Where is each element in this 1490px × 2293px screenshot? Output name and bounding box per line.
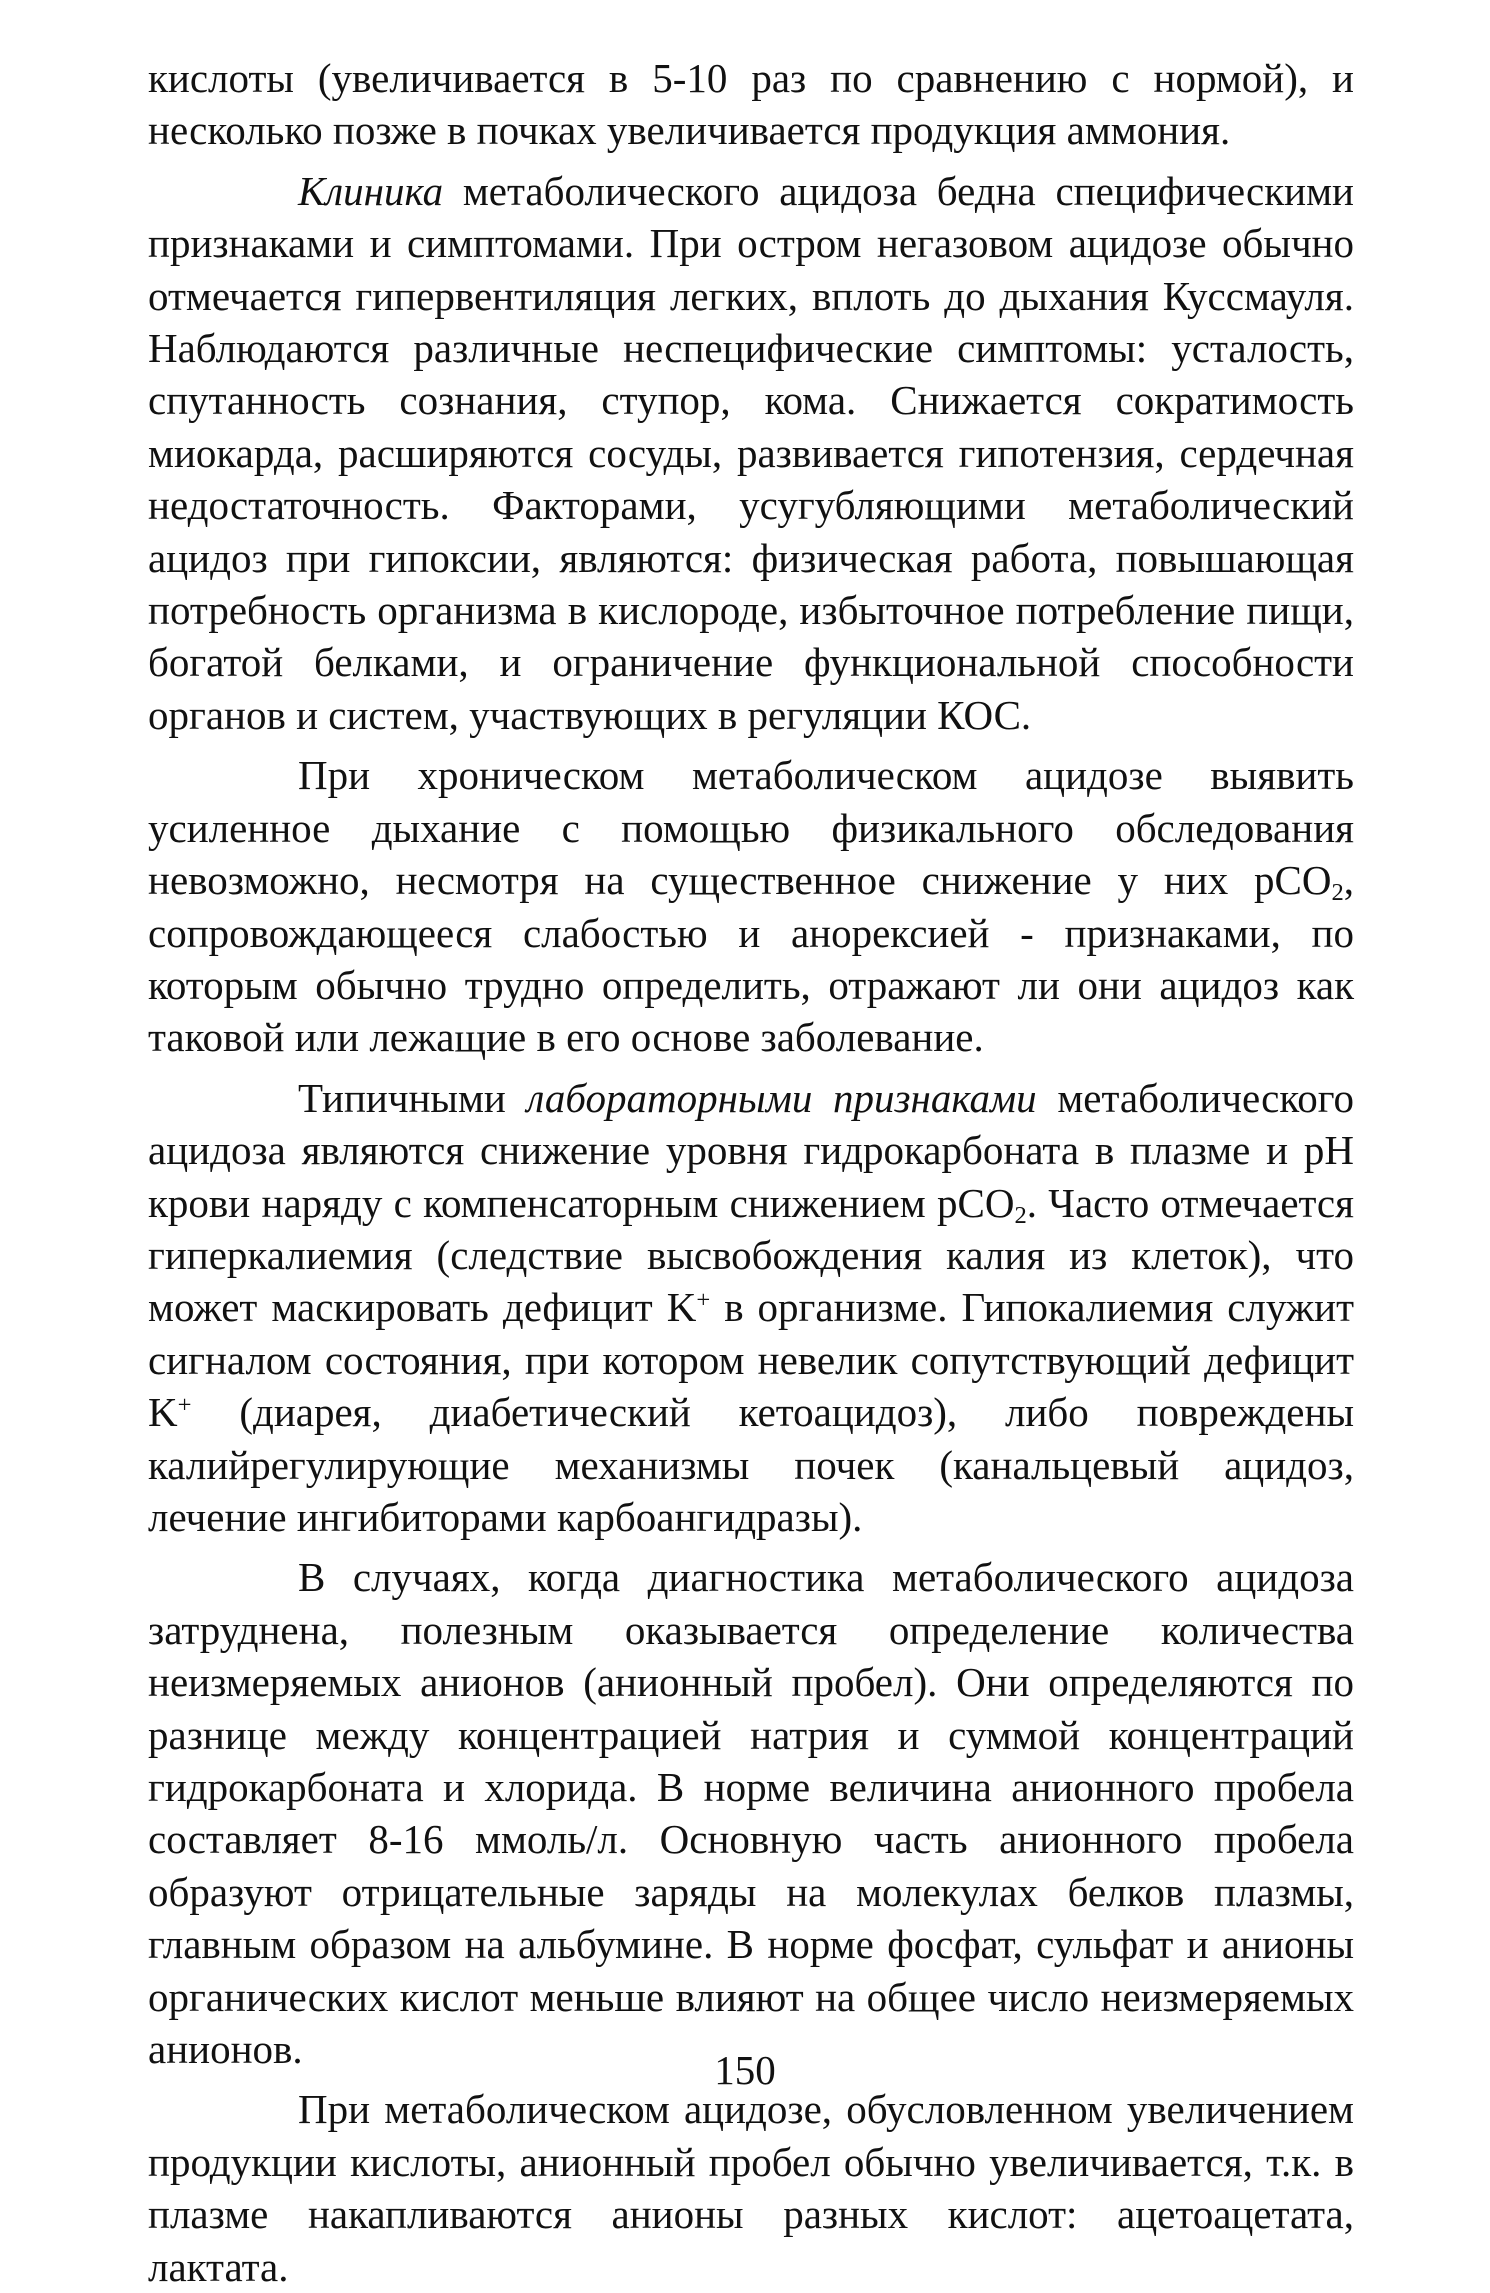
emphasis-text: Клиника bbox=[298, 167, 444, 214]
text-run: метаболического ацидоза бедна специфическими признаками и симптомами. При остром негазовом ацидозе обычно отмечается гипервентиляция легких, вплоть до дыхания Куссмауля. Наблюдаются различные неспецифические симптомы: усталость, спутанность сознания, ступор, кома. Снижается сократимость миокарда, расширяются сосуды, развивается гипотензия, сердечная недостаточность. Факторами, усугубляющими метаболический ацидоз при гипоксии, являются: физическая работа, повышающая потребность организма в кислороде, избыточное потребление пищи, богатой белками, и ограничение функциональной способности органов и систем, участвующих в регуляции КОС. bbox=[148, 167, 1354, 738]
text-run: При метаболическом ацидозе, обусловленном увеличением продукции кислоты, анионный пробел обычно увеличивается, т.к. в плазме накапливаются анионы разных кислот: ацетоацетата, лактата. bbox=[148, 2086, 1354, 2290]
paragraph-1 bbox=[148, 52, 1354, 157]
text-run: , сопровождающееся слабостью и анорексией - признаками, по которым обычно трудно определить, отражают ли они ацидоз как таковой или лежащие в его основе заболевание. bbox=[148, 857, 1354, 1061]
emphasis-text: лабораторными признаками bbox=[526, 1074, 1037, 1121]
subscript-text: 2 bbox=[1014, 1201, 1027, 1229]
paragraph-4 bbox=[148, 1072, 1354, 1544]
text-run: При хроническом метаболическом ацидозе выявить усиленное дыхание с помощью физикального обследования невозможно, несмотря на существенное снижение у них pCO bbox=[148, 752, 1354, 904]
text-run: кислоты (увеличивается в 5-10 раз по сравнению с нормой), и несколько позже в почках увеличивается продукция аммония. bbox=[148, 55, 1354, 154]
page-number: 150 bbox=[714, 2047, 776, 2093]
text-run: (диарея, диабетический кетоацидоз), либо повреждены калийрегулирующие механизмы почек (канальцевый ацидоз, лечение ингибиторами карбоангидразы). bbox=[148, 1389, 1354, 1540]
text-run: в организме. Гипокалиемия служит сигналом состояния, при котором невелик сопутствующий дефицит K bbox=[148, 1284, 1354, 1436]
superscript-text: + bbox=[696, 1286, 711, 1314]
paragraph-5 bbox=[148, 1551, 1354, 2075]
text-run: В случаях, когда диагностика метаболического ацидоза затруднена, полезным оказывается определение количества неизмеряемых анионов (анионный пробел). Они определяются по разнице между концентрацией натрия и суммой концентраций гидрокарбоната и хлорида. В норме величина анионного пробела составляет 8-16 ммоль/л. Основную часть анионного пробела образуют отрицательные заряды на молекулах белков плазмы, главным образом на альбумине. В норме фосфат, сульфат и анионы органических кислот меньше влияют на общее число неизмеряемых анионов. bbox=[148, 1554, 1354, 2073]
superscript-text: + bbox=[177, 1391, 192, 1419]
subscript-text: 2 bbox=[1331, 879, 1344, 907]
paragraph-6 bbox=[148, 2083, 1354, 2293]
page-body bbox=[148, 52, 1354, 2293]
text-run: Типичными bbox=[298, 1074, 527, 1121]
text-run: . Часто отмечается гиперкалиемия (следствие высвобождения калия из клеток), что может маскировать дефицит K bbox=[148, 1179, 1354, 1331]
paragraph-2 bbox=[148, 165, 1354, 741]
paragraph-3 bbox=[148, 749, 1354, 1063]
text-run: метаболического ацидоза являются снижение уровня гидрокарбоната в плазме и pH крови наряду с компенсаторным снижением pCO bbox=[148, 1074, 1355, 1226]
